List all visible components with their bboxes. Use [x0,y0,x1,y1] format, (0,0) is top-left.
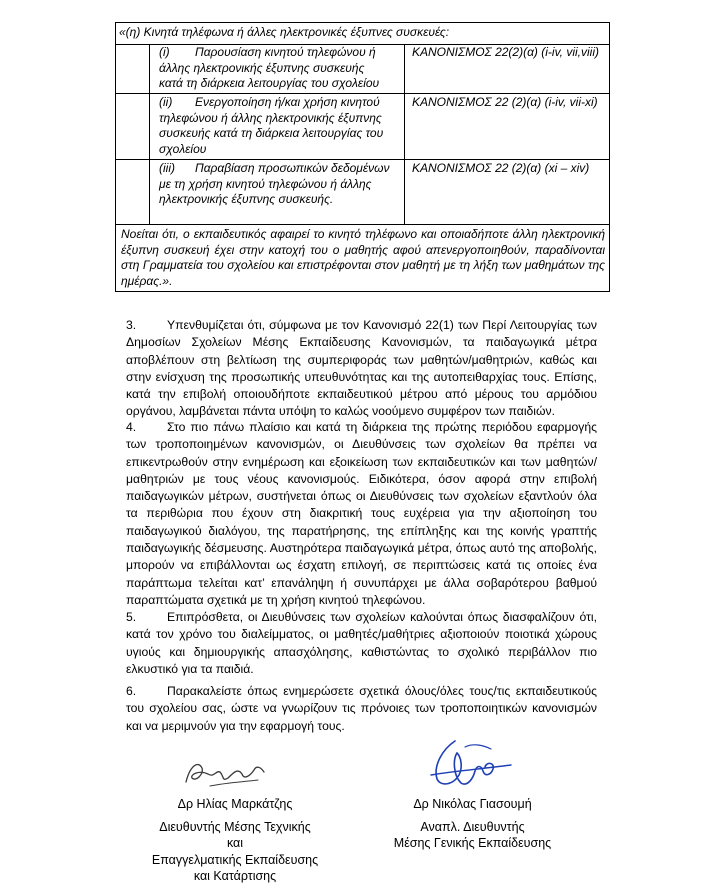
row-title-text: Ενεργοποίηση ή/και χρήση κινητού τηλεφώνου ή άλλης ηλεκτρονικής έξυπνης συσκευής κατά τη διάρκεια λειτουργίας του σχολείου [159,95,384,156]
row-number: (i) [159,45,170,59]
signature-left-image [180,752,272,792]
paragraph-text: Επιπρόσθετα, οι Διευθύνσεις των σχολείων καλούνται όπως διασφαλίζουν ότι, κατά τον χρόνο του διαλείμματος, οι μαθητές/μαθήτριες αξιοποιούν ποιοτικά χώρους υγιούς και δημιουργικής απασχόλησης, καθιστώντας το σχολικό περιβάλλον πιο ελκυστικό για τα παιδιά. [126,610,597,676]
signatory-title-line: Επαγγελματικής Εκπαίδευσης [151,852,319,867]
table-row-title [159,45,391,92]
table-divider [116,224,609,225]
signature-right-image [425,735,517,793]
paragraph-6 [126,683,597,735]
row-number: (ii) [159,95,173,109]
row-title-text: Παραβίαση προσωπικών δεδομένων με τη χρήση κινητού τηλεφώνου ή άλλης ηλεκτρονικής έξυπνης συσκευής. [159,161,390,206]
paragraph-number: 5. [126,610,137,624]
paragraph-text: Στο πιο πάνω πλαίσιο και κατά τη διάρκεια της πρώτης περιόδου εφαρμογής των τροποποιημένων κανονισμών, οι Διευθύνσεις των σχολείων θα πρέπει να επικεντρωθούν στην ενημέρωση και εξοικείωση των εκπαιδευτικών και των μαθητών/μαθητριών με τους νέους κανονισμούς. Ειδικότερα, όσον αφορά στην επιβολή παιδαγωγικών μέτρων, συστήνεται όπως οι Διευθύνσεις των σχολείων εξαντλούν όλα τα περιθώρια που έχουν στη διακριτική τους ευχέρεια για την αξιοποίηση του παιδαγωγικού διαλόγου, της παρατήρησης, της επίπληξης και της κοινής γραπτής παιδαγωγικής δέσμευσης. Αυστηρότερα παιδαγωγικά μέτρα, όπως αυτό της αποβολής, μπορούν να επιβάλλονται ως έσχατη επιλογή, σε περιπτώσεις κατά τις οποίες ένα παράπτωμα τελείται κατ’ επανάληψη ή συνυπάρχει με άλλα σοβαρότερου βαθμού παραπτώματα σχετικά με τη χρήση κινητού τηλεφώνου. [126,420,597,607]
table-row-regulation: ΚΑΝΟΝΙΣΜΟΣ 22(2)(α) (i-iv, vii,viii) [412,45,600,59]
paragraph-number: 3. [126,318,137,332]
table-divider [404,44,405,224]
signatory-title-line: Αναπλ. Διευθυντής [420,819,525,834]
paragraph-4 [126,419,597,609]
paragraph-number: 4. [126,420,137,434]
table-divider [116,93,609,94]
signatory-title-line: Διευθυντής Μέσης Τεχνικής και [159,819,311,850]
table-row-title [159,161,391,208]
table-row-regulation: ΚΑΝΟΝΙΣΜΟΣ 22 (2)(α) (xi – xiv) [412,161,590,175]
table-note: Νοείται ότι, ο εκπαιδευτικός αφαιρεί το κινητό τηλέφωνο και οποιαδήποτε άλλη ηλεκτρονική έξυπνη συσκευή έχει στην κατοχή του ο μαθητής αφού απενεργοποιηθούν, παραδίνονται στη Γραμματεία του σχολείου και επιστρέφονται στον μαθητή με τη λήξη των μαθημάτων της ημέρας.». [121,227,605,288]
table-row-regulation: ΚΑΝΟΝΙΣΜΟΣ 22 (2)(α) (i-iv, vii-xi) [412,95,598,109]
table-divider [149,44,150,224]
signature-right [385,796,560,852]
table-row-title [159,95,391,157]
paragraph-3 [126,317,597,421]
paragraph-number: 6. [126,684,137,698]
signatory-title-line: Μέσης Γενικής Εκπαίδευσης [393,836,552,850]
signatory-name: Δρ Νικόλας Γιασουμή [413,797,532,811]
signatory-title-line: και Κατάρτισης [193,869,277,883]
table-divider [116,159,609,160]
signature-left [150,796,320,885]
paragraph-5 [126,609,597,678]
table-caption: «(η) Κινητά τηλέφωνα ή άλλες ηλεκτρονικές έξυπνες συσκευές: [119,25,450,39]
signatory-name: Δρ Ηλίας Μαρκάτζης [177,797,293,811]
regulation-table [115,22,610,292]
paragraph-text: Υπενθυμίζεται ότι, σύμφωνα με τον Κανονισμό 22(1) των Περί Λειτουργίας των Δημοσίων Σχολείων Μέσης Εκπαίδευσης Κανονισμών, τα παιδαγωγικά μέτρα αποβλέπουν στη βελτίωση της συμπεριφοράς των μαθητών/μαθητριών, καθώς και στην ενίσχυση της προσωπικής υπευθυνότητας και της αυτοπειθαρχίας τους. Επίσης, κατά την επιβολή οποιουδήποτε εκπαιδευτικού μέτρου από μέρους του αρμόδιου οργάνου, λαμβάνεται πάντα υπόψη το καλώς νοούμενο συμφέρον των παιδιών. [126,318,597,419]
row-title-text: Παρουσίαση κινητού τηλεφώνου ή άλλης ηλεκτρονικής έξυπνης συσκευής κατά τη διάρκεια λειτουργίας του σχολείου [159,45,380,90]
row-number: (iii) [159,161,175,175]
paragraph-text: Παρακαλείστε όπως ενημερώσετε σχετικά όλους/όλες τους/τις εκπαιδευτικούς του σχολείου σας, ώστε να γνωρίζουν τις πρόνοιες των τροποποιητικών κανονισμών και να μεριμνούν για την εφαρμογή τους. [126,684,597,733]
